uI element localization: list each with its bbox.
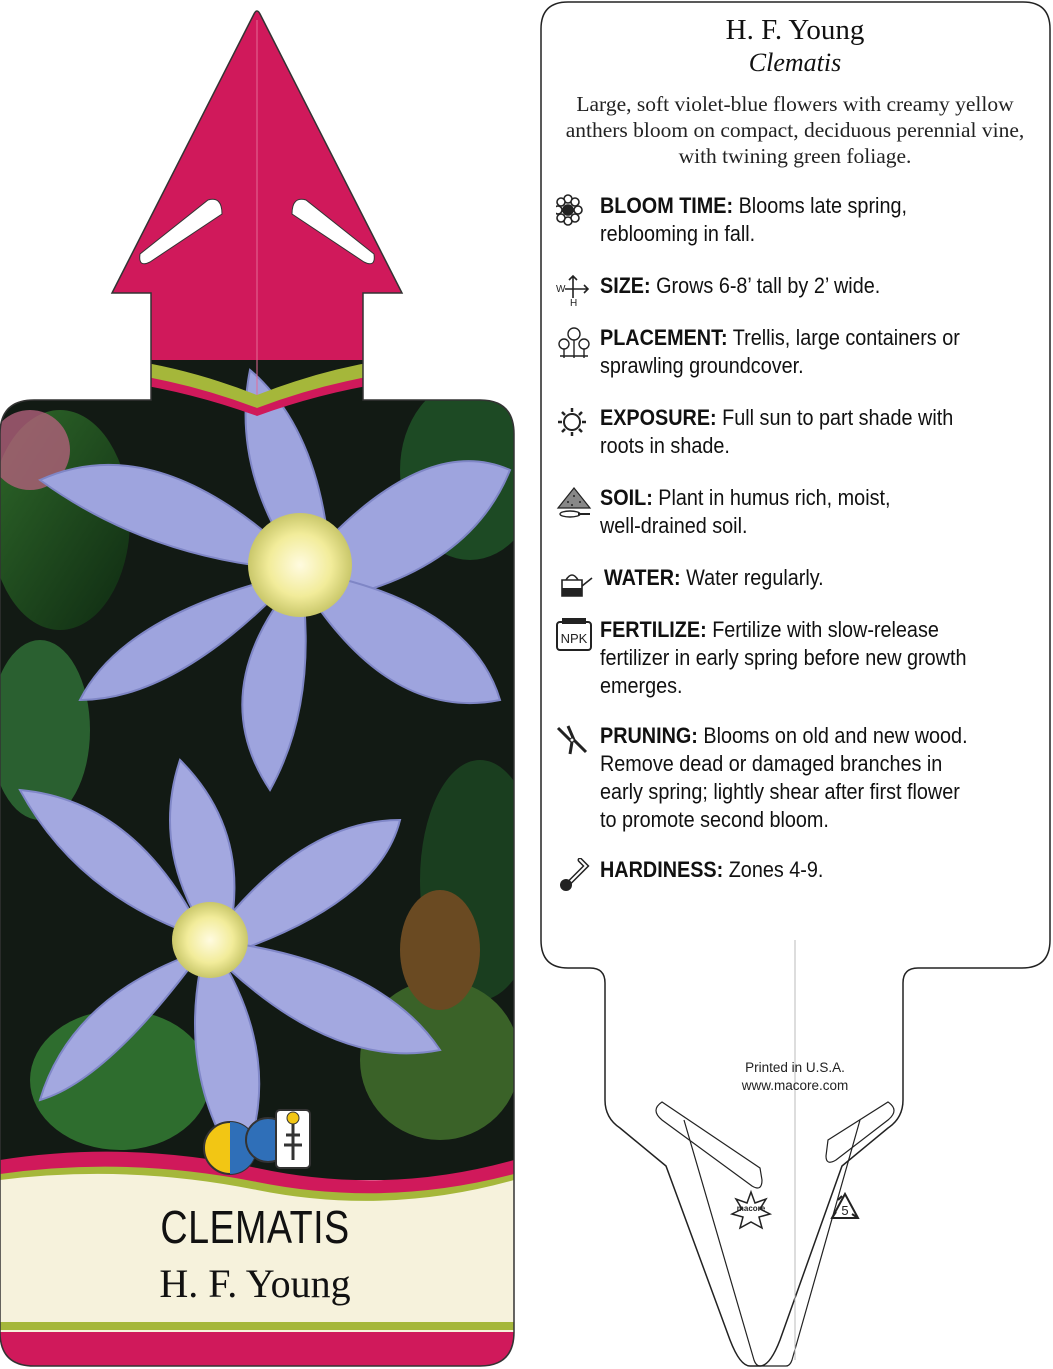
care-exposure-text: EXPOSURE: Full sun to part shade with roots in shade. bbox=[600, 405, 954, 458]
care-water-text: WATER: Water regularly. bbox=[604, 565, 824, 590]
svg-text:H: H bbox=[570, 298, 578, 308]
recycle-number: 5 bbox=[841, 1203, 849, 1218]
npk-icon bbox=[556, 618, 594, 652]
size-arrows-icon bbox=[556, 274, 594, 308]
macore-logo-text: macore bbox=[736, 1204, 766, 1213]
care-size-text: SIZE: Grows 6-8’ tall by 2’ wide. bbox=[600, 273, 881, 298]
website-link[interactable]: www.macore.com bbox=[741, 1078, 849, 1093]
genus-name: CLEMATIS bbox=[160, 1201, 350, 1253]
plant-description: Large, soft violet-blue flowers with creamy yellow anthers bloom on compact, deciduous perennial vine, with twining green foliage. bbox=[565, 92, 1025, 168]
svg-text:W: W bbox=[556, 284, 566, 295]
pruners-icon bbox=[556, 724, 594, 758]
bottom-magenta-stripe bbox=[0, 1332, 514, 1369]
thermometer-icon bbox=[556, 858, 594, 892]
care-hardiness-text: HARDINESS: Zones 4-9. bbox=[600, 857, 824, 882]
back-title: H. F. Young bbox=[725, 14, 865, 46]
care-fertilize-text: FERTILIZE: Fertilize with slow-release fertilizer in early spring before new growth emerges. bbox=[600, 617, 967, 698]
upper-flower-center bbox=[248, 513, 352, 617]
printed-in-text: Printed in U.S.A. bbox=[745, 1060, 845, 1075]
sun-icon bbox=[556, 406, 594, 440]
care-soil-text: SOIL: Plant in humus rich, moist, well-drained soil. bbox=[600, 485, 891, 538]
cultivar-name: H. F. Young bbox=[159, 1261, 351, 1306]
back-subtitle: Clematis bbox=[748, 48, 842, 77]
svg-text:NPK: NPK bbox=[560, 631, 588, 646]
soil-icon bbox=[556, 486, 594, 520]
watering-can-icon bbox=[556, 566, 594, 600]
flower-icon bbox=[556, 194, 594, 228]
care-bloom-time-text: BLOOM TIME: Blooms late spring, reblooming in fall. bbox=[600, 193, 907, 246]
lower-flower-center bbox=[172, 902, 248, 978]
plants-icon bbox=[556, 326, 594, 360]
care-pruning-text: PRUNING: Blooms on old and new wood. Remove dead or damaged branches in early spring; lightly shear after first flower to promote second bloom. bbox=[600, 723, 968, 832]
bottom-olive-stripe bbox=[0, 1322, 514, 1330]
care-placement-text: PLACEMENT: Trellis, large containers or sprawling groundcover. bbox=[600, 325, 960, 378]
